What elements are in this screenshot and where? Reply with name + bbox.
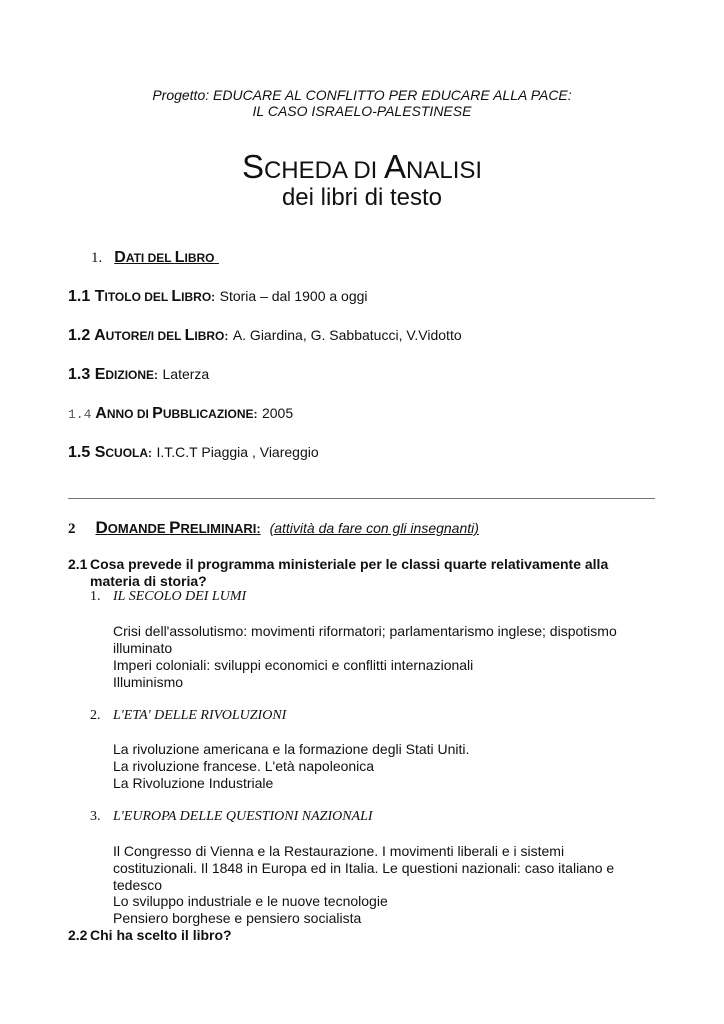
list-item-heading: L'EUROPA DELLE QUESTIONI NAZIONALI [113, 809, 373, 824]
field-value: I.T.C.T Piaggia , Viareggio [156, 444, 319, 460]
section-1-cap-d: D [114, 249, 126, 266]
list-item-heading: IL SECOLO DEI LUMI [113, 589, 247, 604]
field-small: CUOLA: [105, 446, 153, 460]
section-2-cap-p: P [169, 518, 181, 537]
field-number: 1.3 [68, 366, 91, 383]
section-1-title [114, 249, 219, 266]
field-cap: E [94, 366, 106, 383]
question-2-2 [68, 927, 468, 945]
field-small: ITOLO DEL [104, 290, 172, 304]
field-number: 1.1 [68, 288, 91, 305]
field-authors [68, 327, 462, 345]
list-item-title [90, 589, 490, 607]
body-line: La rivoluzione americana e la formazione degli Stati Uniti. [113, 741, 470, 757]
section-2-note: (attività da fare con gli insegnanti) [269, 520, 479, 536]
question-text-line: Chi ha scelto il libro? [90, 927, 232, 943]
question-text-line: Cosa prevede il programma ministeriale per le classi quarte relativamente alla [90, 556, 609, 572]
field-number: 1.5 [68, 444, 91, 461]
field-title [68, 288, 368, 306]
field-cap: S [94, 444, 106, 461]
title-cap-a: A [384, 148, 407, 185]
body-line: Pensiero borghese e pensiero socialista [113, 910, 362, 926]
list-item-title [90, 809, 490, 827]
field-cap: L [171, 288, 182, 305]
section-1-small-2: IBRO [184, 251, 215, 265]
field-cap: A [95, 405, 107, 422]
project-line-2: IL CASO ISRAELO-PALESTINESE [252, 103, 472, 119]
field-small: UTORE/I DEL [105, 329, 185, 343]
title-small-caps-1: CHEDA DI [263, 157, 384, 184]
question-2-1 [68, 556, 668, 590]
body-line: tedesco [113, 877, 163, 893]
section-1-number: 1. [91, 250, 103, 266]
body-line: Imperi coloniali: sviluppi economici e conflitti internazionali [113, 657, 474, 673]
field-edition [68, 366, 209, 384]
question-number: 2.1 [68, 556, 88, 572]
body-line: Crisi dell'assolutismo: movimenti riformatori; parlamentarismo inglese; dispotismo [113, 623, 617, 639]
horizontal-divider [68, 498, 655, 499]
section-1-cap-l: L [174, 249, 185, 266]
body-line: Illuminismo [113, 674, 184, 690]
title-cap-s: S [241, 148, 264, 185]
list-item-number: 2. [90, 708, 101, 723]
list-item-number: 3. [90, 809, 101, 824]
field-value: 2005 [261, 405, 294, 421]
field-value: Laterza [162, 366, 210, 382]
field-value: A. Giardina, G. Sabbatucci, V.Vidotto [232, 327, 462, 343]
field-cap: L [184, 327, 195, 344]
body-line: illuminato [113, 640, 173, 656]
body-line: costituzionali. Il 1848 in Europa ed in Italia. Le questioni nazionali: caso italiano e [113, 860, 615, 876]
question-number: 2.2 [68, 927, 88, 943]
field-small: UBBLICAZIONE: [162, 407, 258, 421]
project-line-1: Progetto: EDUCARE AL CONFLITTO PER EDUCARE ALLA PACE: [152, 87, 572, 103]
question-text-line: materia di storia? [90, 573, 207, 589]
body-line: Lo sviluppo industriale e le nuove tecnologie [113, 893, 388, 909]
section-2-small-1: OMANDE [107, 521, 170, 536]
field-number: 1.2 [68, 327, 91, 344]
list-item-heading: L'ETA' DELLE RIVOLUZIONI [113, 708, 287, 723]
document-subtitle: dei libri di testo [281, 184, 443, 211]
field-number: 1.4 [68, 407, 92, 422]
section-2-small-2: RELIMINARI: [180, 521, 261, 536]
field-cap: A [94, 327, 106, 344]
field-year [68, 405, 293, 423]
field-small: DIZIONE: [105, 368, 159, 382]
section-2-number: 2 [68, 521, 76, 537]
section-2-cap-d: D [95, 518, 108, 537]
field-cap: T [94, 288, 105, 305]
section-2-title [96, 520, 261, 537]
field-cap: P [152, 405, 163, 422]
field-small: IBRO: [194, 329, 229, 343]
field-school [68, 444, 319, 462]
section-2-heading [68, 518, 479, 538]
list-item-number: 1. [90, 589, 101, 604]
title-small-caps-2: NALISI [406, 157, 483, 184]
body-line: La Rivoluzione Industriale [113, 775, 274, 791]
section-1-small-1: ATI DEL [125, 251, 175, 265]
section-1-heading [91, 249, 219, 267]
field-small: IBRO: [181, 290, 216, 304]
list-item-title [90, 708, 490, 726]
field-small: NNO DI [106, 407, 153, 421]
field-value: Storia – dal 1900 a oggi [219, 288, 368, 304]
body-line: La rivoluzione francese. L'età napoleonica [113, 758, 375, 774]
body-line: Il Congresso di Vienna e la Restaurazione. I movimenti liberali e i sistemi [113, 843, 565, 859]
